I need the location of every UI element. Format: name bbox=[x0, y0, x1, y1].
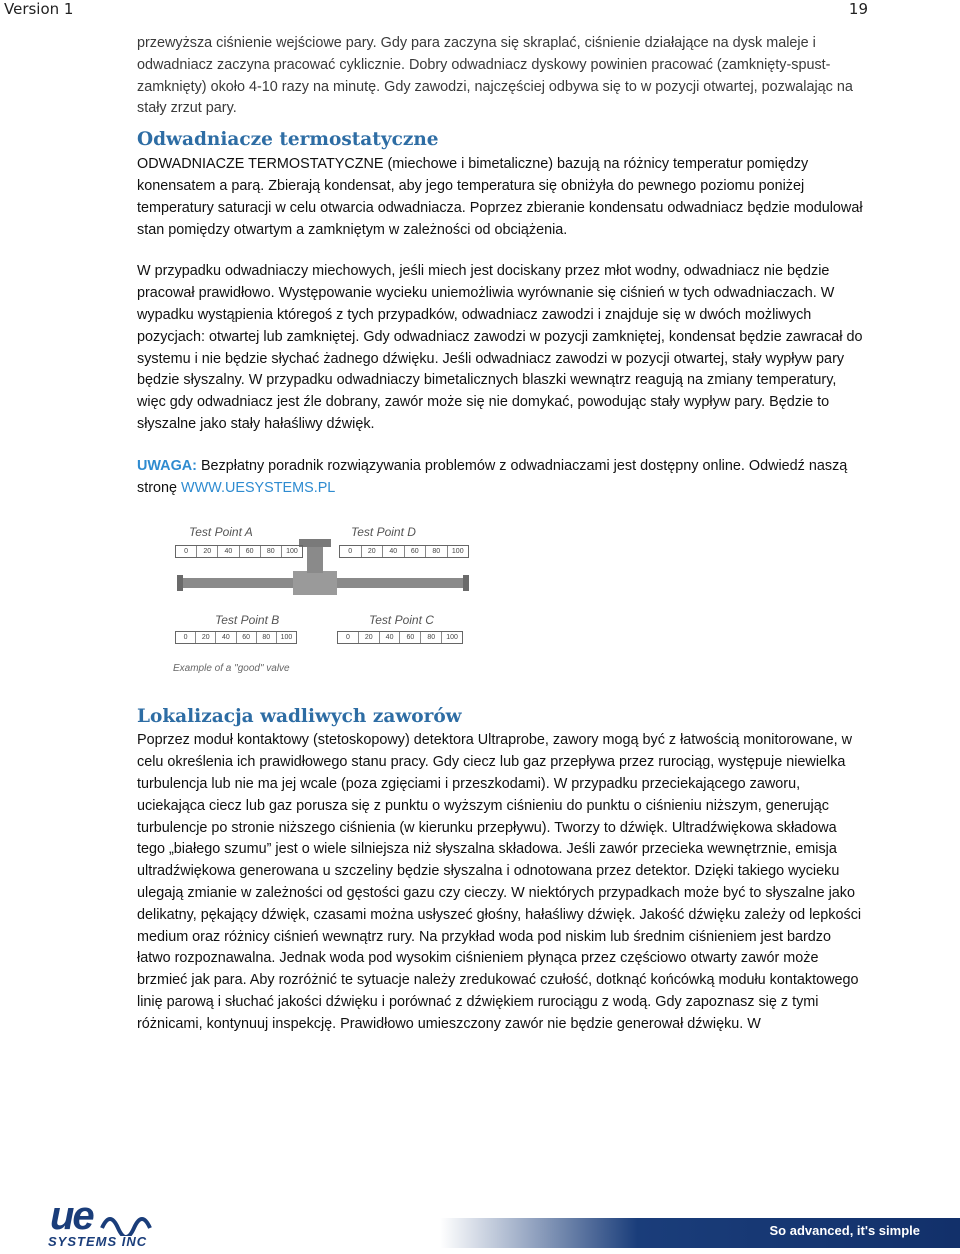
test-point-d-label: Test Point D bbox=[351, 525, 416, 540]
logo-mark: ue bbox=[50, 1194, 93, 1238]
scale-d-tick: 20 bbox=[362, 546, 384, 557]
scale-b-tick: 80 bbox=[257, 632, 277, 643]
scale-c-tick: 80 bbox=[421, 632, 442, 643]
scale-c-tick: 40 bbox=[380, 632, 401, 643]
scale-d-tick: 60 bbox=[405, 546, 427, 557]
intro-paragraph: przewyższa ciśnienie wejściowe pary. Gdy para zaczyna się skraplać, ciśnienie działające na dysk maleje i odwadniacz zaczyna pracować cyklicznie. Dobry odwadniacz dyskowy powinien pracować (zamknięty-spust-zamknięty) około 4-10 razy na minutę. Gdy zawodzi, najczęściej odbywa się to w pozycji otwartej, pozwalając na stały zrzut pary. bbox=[137, 35, 853, 117]
scale-b-tick: 40 bbox=[216, 632, 236, 643]
scale-c-tick: 20 bbox=[359, 632, 380, 643]
page-content bbox=[137, 33, 867, 1036]
logo-wave-icon bbox=[100, 1206, 160, 1236]
logo-systems-text: SYSTEMS INC bbox=[48, 1234, 148, 1249]
slogan-bar bbox=[440, 1218, 960, 1248]
thermostatic-paragraph-2: W przypadku odwadniaczy miechowych, jeśli miech jest dociskany przez młot wodny, odwadniacz nie będzie pracował prawidłowo. Występowanie wycieku uniemożliwia wyrównanie się ciśnień w tych odwadniaczach. W wypadku wystąpienia któregoś z tych przypadków, odwadniacz zawodzi i znajduje się w dwóch możliwych pozycjach: otwartej lub zamkniętej. Gdy odwadniacz zawodzi w pozycji zamkniętej, kondensat będzie zawracał do systemu i nie będzie słychać żadnego dźwięku. Jeśli odwadniacz zawodzi w pozycji otwartej, stały wypływ pary będzie słyszalny. W przypadku odwadniaczy bimetalicznych blaszki wewnątrz reagują na zmiany temperatury, więc gdy odwadniacz jest źle dobrany, zawór może się nie domykać, powodując stały wypływ pary. Będzie to słyszalne jako stały hałaśliwy dźwięk. bbox=[137, 263, 863, 432]
page-number: 19 bbox=[848, 0, 868, 18]
scale-b-tick: 20 bbox=[196, 632, 216, 643]
section-heading-thermostatic: Odwadniacze termostatyczne bbox=[137, 129, 439, 151]
scale-a-tick: 20 bbox=[197, 546, 218, 557]
scale-b-tick: 100 bbox=[280, 634, 293, 642]
section-heading-faulty-valves: Lokalizacja wadliwych zaworów bbox=[137, 706, 462, 728]
scale-a bbox=[175, 545, 303, 558]
page-footer bbox=[0, 1192, 960, 1254]
scale-c-tick: 60 bbox=[400, 632, 421, 643]
test-point-a-label: Test Point A bbox=[189, 525, 253, 540]
faulty-valves-paragraph: Poprzez moduł kontaktowy (stetoskopowy) detektora Ultraprobe, zawory mogą być z łatwością monitorowane, w celu określenia ich prawidłowego stanu pracy. Gdy ciecz lub gaz przepływa przez rurociąg, występuje niewielka turbulencja lub nie ma jej wcale (poza zgięciami i przeszkodami). W przypadku przeciekającego zaworu, uciekająca ciecz lub gaz porusza się z punktu o wyższym ciśnieniu do punktu o ciśnieniu niższym, generując turbulencje po stronie niższego ciśnienia (w kierunku przepływu). Tworzy to dźwięk. Ultradźwiękowa składowa tego „białego szumu” jest o wiele silniejsza niż słyszalna składowa. Jeśli zawór przecieka wewnętrznie, emisja ultradźwiękowa generowana u szczeliny będzie słyszalna i odnotowana przez detektor. Dzięki takiego wycieku ulegają zmianie w zależności od gęstości gazu czy cieczy. W niektórych przypadkach może być to słyszalne jako delikatny, pękający dźwięk, czasami można usłyszeć głośny, hałaśliwy dźwięk. Jakość dźwięku zależy od lepkości medium oraz różnicy ciśnień wewnątrz rury. Na przykład woda pod niskim lub średnim ciśnieniem jest bardzo łatwo rozpoznawalna. Jednak woda pod wysokim ciśnieniem płynąca przez częściowo otwarty zawór może brzmieć jak para. Aby rozróżnić te sytuacje należy zredukować czułość, dotknąć końcówką modułu kontaktowego linię parową i słuchać jakości dźwięku i porównać z dźwiękiem rurociągu z wodą. Gdy zapoznasz się z tymi różnicami, kontynuuj inspekcję. Prawidłowo umieszczony zawór nie będzie generował dźwięku. W bbox=[137, 732, 862, 1032]
scale-c-tick: 100 bbox=[446, 634, 458, 642]
scale-b-tick: 60 bbox=[237, 632, 257, 643]
note-label: UWAGA: bbox=[137, 457, 197, 474]
header-version: Version 1 bbox=[4, 0, 74, 18]
note-text: Bezpłatny poradnik rozwiązywania problemów z odwadniaczami jest dostępny online. Odwiedź naszą stronę bbox=[137, 457, 848, 496]
scale-a-tick: 80 bbox=[261, 546, 282, 557]
thermostatic-paragraph-1: ODWADNIACZE TERMOSTATYCZNE (miechowe i bimetaliczne) bazują na różnicy temperatur pomiędzy konensatem a parą. Zbierają kondensat, aby jego temperatura się obniżyła do pewnego poziomu poniżej temperatury saturacji w celu otwarcia odwadniacza. Poprzez zbieranie kondensatu odwadniacz będzie modulował stan pomiędzy otwartym a zamkniętym w zależności od obciążenia. bbox=[137, 156, 863, 238]
ue-systems-logo bbox=[40, 1194, 170, 1250]
test-point-c-label: Test Point C bbox=[369, 613, 434, 628]
scale-a-tick: 0 bbox=[176, 546, 197, 557]
scale-b bbox=[175, 631, 297, 644]
valve-test-points-figure bbox=[173, 525, 473, 675]
scale-c-tick: 0 bbox=[338, 632, 359, 643]
scale-c bbox=[337, 631, 463, 644]
scale-a-tick: 60 bbox=[240, 546, 261, 557]
scale-b-tick: 0 bbox=[176, 632, 196, 643]
test-point-b-label: Test Point B bbox=[215, 613, 280, 628]
scale-a-tick: 40 bbox=[218, 546, 239, 557]
scale-d-tick: 100 bbox=[451, 548, 464, 556]
scale-d-tick: 40 bbox=[383, 546, 405, 557]
scale-d-tick: 0 bbox=[340, 546, 362, 557]
scale-a-tick: 100 bbox=[286, 548, 298, 556]
scale-d-tick: 80 bbox=[426, 546, 448, 557]
figure-caption: Example of a "good" valve bbox=[173, 663, 290, 675]
website-link[interactable]: WWW.UESYSTEMS.PL bbox=[181, 479, 336, 496]
note-paragraph bbox=[137, 456, 867, 500]
scale-d bbox=[339, 545, 469, 558]
slogan-text: So advanced, it's simple bbox=[769, 1223, 920, 1238]
